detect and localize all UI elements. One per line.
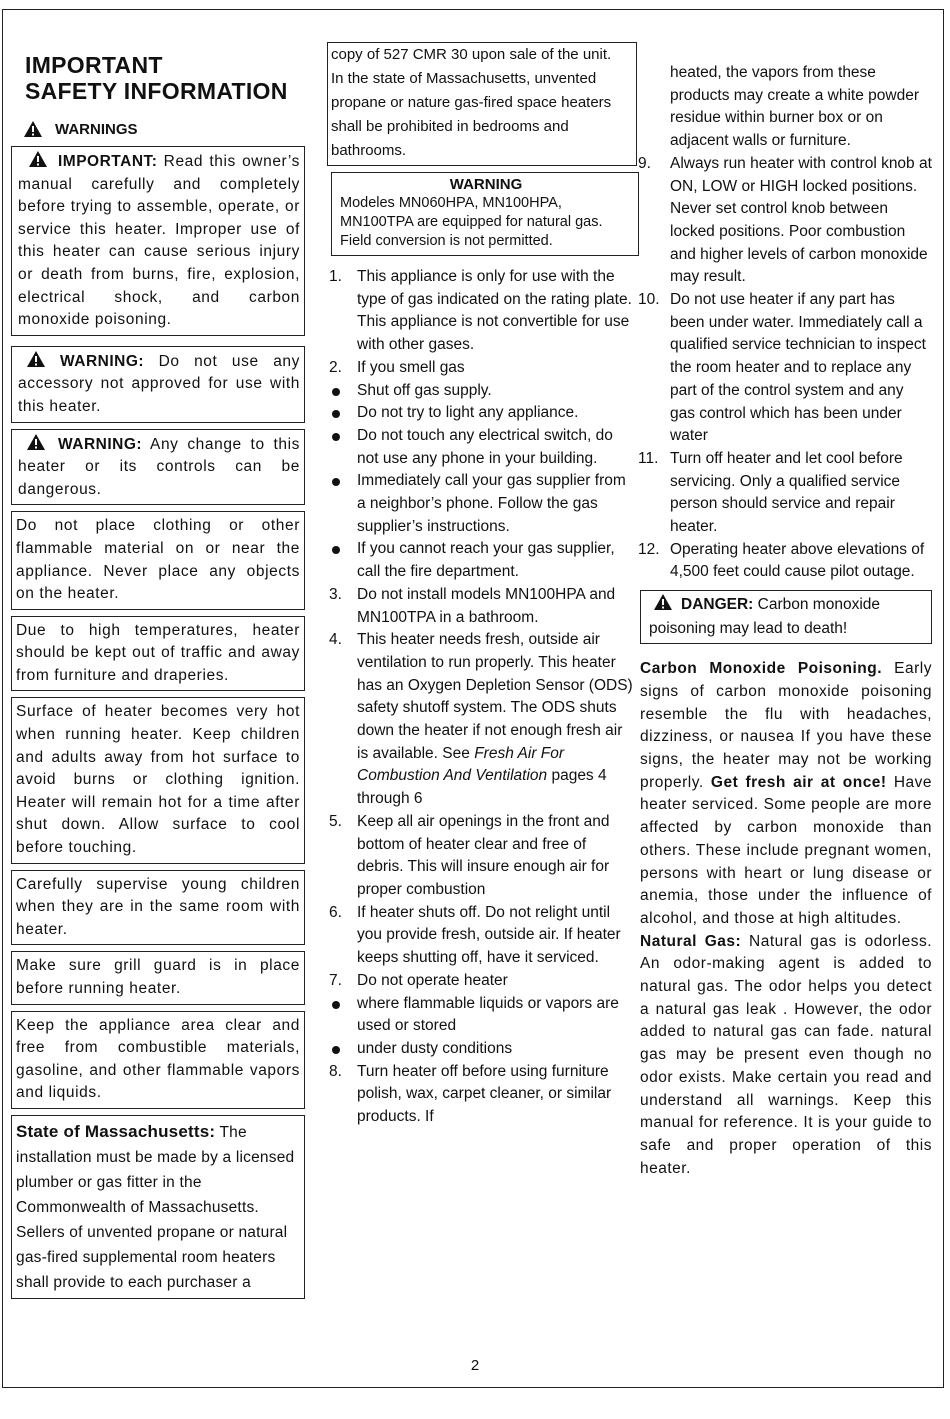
numbered-item: [636, 289, 932, 448]
title-line-2: SAFETY INFORMATION: [25, 78, 288, 104]
item-text: If you cannot reach your gas supplier, call the fire department.: [357, 540, 615, 581]
item-8-continued: heated, the vapors from these products may create a white powder residue within burner box or on adjacent walls or furniture.: [670, 64, 919, 150]
bullet-dot: [332, 1046, 340, 1054]
change-label: WARNING:: [58, 435, 143, 453]
item-text: Keep all air openings in the front and bottom of heater clear and free of debris. This will insure enough air for proper combustion: [357, 812, 610, 898]
item-text: If you smell gas: [357, 358, 465, 376]
bullet-dot: [332, 546, 340, 554]
item-number: 3.: [329, 585, 342, 603]
carbon-monoxide-label: Carbon Monoxide Poisoning.: [640, 660, 883, 678]
natural-gas-label: Natural Gas:: [640, 932, 742, 950]
bullet-dot: [332, 388, 340, 396]
item-text: Do not try to light any appliance.: [357, 404, 579, 422]
bullet-item: [327, 1038, 637, 1061]
item-text: This appliance is only for use with the type of gas indicated on the rating plate. This appliance is not convertible for use with other gases.: [357, 268, 632, 354]
danger-text: Carbon monoxide poisoning may lead to death!: [649, 596, 881, 638]
item-number: 7.: [329, 971, 342, 989]
numbered-item: [327, 1061, 637, 1129]
column-right: [636, 62, 932, 1180]
important-box: [11, 146, 305, 336]
item-italic-reference: Fresh Air For Combustion And Ventilation: [357, 744, 565, 785]
item-text: Turn heater off before using furniture polish, wax, carpet cleaner, or similar products. If: [357, 1062, 612, 1126]
numbered-item: [327, 902, 637, 970]
accessory-warning-box: [11, 346, 305, 423]
item-number: 8.: [329, 1062, 342, 1080]
numbered-item: [327, 811, 637, 902]
bullet-item: [327, 380, 637, 403]
item-text: Do not use heater if any part has been under water. Immediately call a qualified service technician to inspect the room heater and to replace any part of the control system and any gas control which has been under water: [670, 291, 926, 445]
item-text: Do not install models MN100HPA and MN100TPA in a bathroom.: [357, 585, 616, 626]
numbered-item: [636, 539, 932, 584]
bedroom-prohibition-text: In the state of Massachusetts, unvented propane or nature gas-fired space heaters shall be prohibited in bedrooms and bathrooms.: [331, 70, 612, 159]
bullet-item: [327, 425, 637, 470]
grill-box: Make sure grill guard is in place before running heater.: [11, 951, 305, 1004]
item-text: This heater needs fresh, outside air ventilation to run properly. This heater has an Oxygen Depletion Sensor (ODS) safety shutoff system. The ODS shuts down the heater if not enough fresh air is available. See: [357, 631, 633, 762]
item-number: 10.: [638, 291, 660, 309]
bullet-item: [327, 538, 637, 583]
item-text: Do not operate heater: [357, 971, 508, 989]
warning-triangle-icon: [26, 433, 46, 451]
natural-gas-warning-text: Modeles MN060HPA, MN100HPA, MN100TPA are equipped for natural gas. Field conversion is not permitted.: [340, 195, 603, 249]
accessory-text: Do not use any accessory not approved for use with this heater.: [18, 352, 300, 415]
carbon-monoxide-paragraph: [640, 658, 932, 930]
change-text: Any change to this heater or its controls can be dangerous.: [18, 435, 300, 498]
numbered-item: [327, 629, 637, 811]
item-text: Shut off gas supply.: [357, 381, 492, 399]
title-line-1: IMPORTANT: [25, 52, 163, 78]
natural-gas-text: Natural gas is odorless. An odor-making agent is added to natural gas. The odor helps you detect a natural gas leak . However, the odor added to natural gas can fade. natural gas may be present even though no odor exists. Make certain you read and understand all warnings. Keep this manual for reference. It is your guide to safe and proper operation of this heater.: [640, 932, 933, 1177]
page-number: 2: [470, 1357, 480, 1374]
item-number: 6.: [329, 903, 342, 921]
warning-triangle-icon: [653, 593, 673, 611]
column-middle: [327, 42, 637, 1129]
item-text: Always run heater with control knob at ON, LOW or HIGH locked positions. Never set control knob between locked positions. Poor combustion and higher levels of carbon monoxide may result.: [670, 154, 932, 286]
carbon-monoxide-text-1: Early signs of carbon monoxide poisoning resemble the flu with headaches, dizziness, or nausea If you have these signs, the heater may not be working properly.: [640, 660, 932, 791]
bullet-item: [327, 993, 637, 1038]
warnings-heading: [23, 120, 305, 138]
warning-triangle-icon: [28, 150, 48, 168]
bullet-dot: [332, 1001, 340, 1009]
item-number: 5.: [329, 812, 342, 830]
clothing-box: Do not place clothing or other flammable material on or near the appliance. Never place any objects on the heater.: [11, 511, 305, 609]
numbered-item: [327, 266, 637, 357]
item-text: If heater shuts off. Do not relight until you provide fresh, outside air. If heater keeps shutting off, have it serviced.: [357, 903, 621, 967]
item-number: 2.: [329, 358, 342, 376]
bullet-item: [327, 402, 637, 425]
bullet-dot: [332, 410, 340, 418]
supervise-box: Carefully supervise young children when they are in the same room with heater.: [11, 870, 305, 946]
warning-triangle-icon: [26, 350, 46, 368]
item-text: Do not touch any electrical switch, do not use any phone in your building.: [357, 426, 613, 467]
item-number: 11.: [638, 449, 659, 467]
important-label: IMPORTANT:: [58, 153, 158, 170]
item-number: 9.: [638, 154, 651, 172]
massachusetts-label: State of Massachusetts:: [16, 1121, 216, 1141]
fresh-air-bold: Get fresh air at once!: [710, 773, 887, 791]
numbered-item: [327, 357, 637, 380]
bullet-item: [327, 470, 637, 538]
column-left: [11, 52, 305, 1305]
item-number: 4.: [329, 631, 342, 649]
area-box: Keep the appliance area clear and free from combustible materials, gasoline, and other flammable vapors and liquids.: [11, 1011, 305, 1109]
danger-label: DANGER:: [681, 596, 754, 614]
accessory-label: WARNING:: [60, 352, 145, 370]
safety-list-middle: [327, 266, 637, 1129]
numbered-item: [636, 448, 932, 539]
safety-list-right: [636, 153, 932, 584]
item-text: Immediately call your gas supplier from a neighbor’s phone. Follow the gas supplier’s instructions.: [357, 472, 626, 535]
massachusetts-text: The installation must be made by a licensed plumber or gas fitter in the Commonwealth of Massachusetts. Sellers of unvented propane or natural gas-fired supplemental room heaters shall provide to each purchaser a: [16, 1123, 295, 1291]
danger-box: [640, 590, 932, 644]
massachusetts-continued-box: [327, 42, 637, 166]
item-number: 1.: [329, 268, 342, 285]
natural-gas-warning-box: [331, 172, 639, 256]
warnings-heading-text: WARNINGS: [55, 120, 138, 138]
change-warning-box: [11, 429, 305, 506]
numbered-item: [327, 970, 637, 993]
massachusetts-box: [11, 1115, 305, 1299]
carbon-monoxide-text-2: Have heater serviced. Some people are more affected by carbon monoxide than others. These include pregnant women, persons with heart or lung disease or anemia, those under the influence of alcohol, and those at high altitudes.: [640, 773, 933, 927]
traffic-box: Due to high temperatures, heater should be kept out of traffic and away from furniture and draperies.: [11, 616, 305, 692]
important-text: Read this owner’s manual carefully and completely before trying to assemble, operate, or service this heater. Improper use of this heater can cause serious injury or death from burns, fire, explosion, electrical shock, and carbon monoxide poisoning.: [18, 153, 300, 329]
item-text: under dusty conditions: [357, 1039, 513, 1057]
natural-gas-paragraph: [640, 931, 932, 1181]
item-number: 12.: [638, 540, 660, 558]
item-tail-text: pages 4 through 6: [357, 767, 607, 808]
cmr-text: copy of 527 CMR 30 upon sale of the unit.: [331, 46, 612, 63]
numbered-item: [327, 584, 637, 629]
bullet-dot: [332, 478, 340, 486]
bullet-dot: [332, 433, 340, 441]
item-text: Turn off heater and let cool before servicing. Only a qualified service person should service and repair heater.: [670, 449, 903, 536]
natural-gas-warning-heading: WARNING: [449, 176, 523, 193]
numbered-item: [636, 153, 932, 289]
surface-box: Surface of heater becomes very hot when running heater. Keep children and adults away from hot surface to avoid burns or clothing ignition. Heater will remain hot for a time after shut down. Allow surface to cool before touching.: [11, 697, 305, 863]
item-text: Operating heater above elevations of 4,500 feet could cause pilot outage.: [670, 540, 925, 581]
warning-triangle-icon: [23, 120, 43, 138]
item-text: where flammable liquids or vapors are used or stored: [357, 994, 619, 1035]
